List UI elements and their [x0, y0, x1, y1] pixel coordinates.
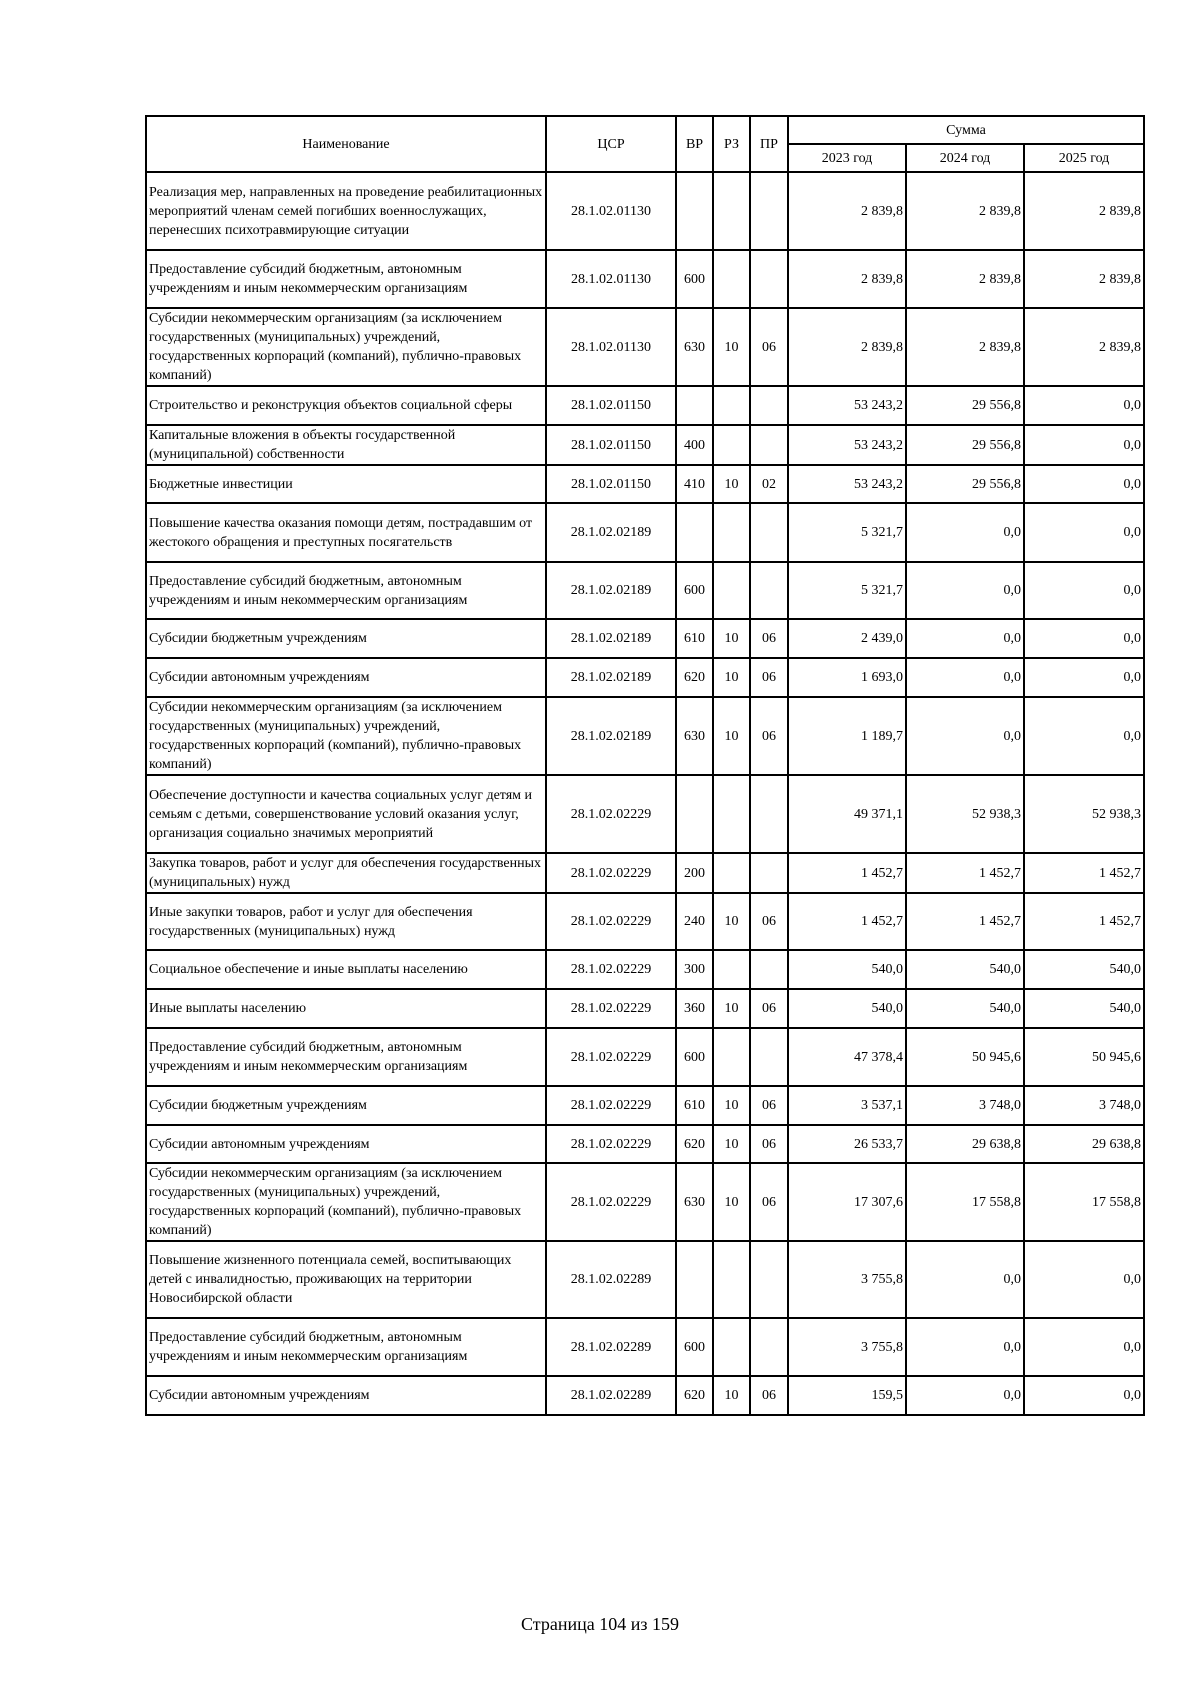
row-pr: 06	[750, 893, 788, 950]
row-rz: 10	[713, 989, 750, 1028]
row-sum-2025: 0,0	[1024, 386, 1144, 425]
row-pr	[750, 503, 788, 562]
row-pr	[750, 1318, 788, 1376]
row-sum-2025: 1 452,7	[1024, 893, 1144, 950]
table-row	[146, 1086, 1144, 1125]
budget-table	[145, 115, 1145, 1416]
row-sum-2025: 2 839,8	[1024, 308, 1144, 386]
table-row	[146, 503, 1144, 562]
row-sum-2025: 540,0	[1024, 950, 1144, 989]
row-rz: 10	[713, 1163, 750, 1241]
row-sum-2025: 3 748,0	[1024, 1086, 1144, 1125]
row-sum-2024: 0,0	[906, 697, 1024, 775]
header-year-2024: 2024 год	[906, 144, 1024, 172]
row-csr: 28.1.02.01130	[546, 308, 676, 386]
row-sum-2025: 0,0	[1024, 697, 1144, 775]
row-rz: 10	[713, 619, 750, 658]
row-sum-2025: 0,0	[1024, 503, 1144, 562]
table-body	[146, 172, 1144, 1415]
row-vr: 600	[676, 1318, 713, 1376]
row-name: Субсидии автономным учреждениям	[146, 1125, 546, 1163]
row-pr	[750, 775, 788, 853]
row-csr: 28.1.02.02289	[546, 1241, 676, 1318]
row-sum-2024: 29 556,8	[906, 386, 1024, 425]
row-sum-2023: 47 378,4	[788, 1028, 906, 1086]
row-rz	[713, 1318, 750, 1376]
row-pr: 06	[750, 1376, 788, 1415]
row-sum-2023: 17 307,6	[788, 1163, 906, 1241]
row-name: Субсидии бюджетным учреждениям	[146, 619, 546, 658]
row-csr: 28.1.02.02229	[546, 1163, 676, 1241]
row-csr: 28.1.02.02289	[546, 1318, 676, 1376]
row-vr: 610	[676, 619, 713, 658]
row-sum-2024: 0,0	[906, 658, 1024, 697]
row-name: Строительство и реконструкция объектов социальной сферы	[146, 386, 546, 425]
row-rz	[713, 503, 750, 562]
row-csr: 28.1.02.01130	[546, 172, 676, 250]
table-row	[146, 465, 1144, 503]
row-vr	[676, 775, 713, 853]
row-rz	[713, 386, 750, 425]
row-sum-2025: 0,0	[1024, 1376, 1144, 1415]
row-sum-2023: 26 533,7	[788, 1125, 906, 1163]
row-sum-2025: 52 938,3	[1024, 775, 1144, 853]
row-sum-2025: 0,0	[1024, 465, 1144, 503]
row-sum-2024: 1 452,7	[906, 853, 1024, 893]
row-pr	[750, 562, 788, 619]
row-sum-2024: 52 938,3	[906, 775, 1024, 853]
row-name: Повышение жизненного потенциала семей, воспитывающих детей с инвалидностью, проживающих на территории Новосибирской области	[146, 1241, 546, 1318]
row-vr: 410	[676, 465, 713, 503]
row-name: Субсидии некоммерческим организациям (за исключением государственных (муниципальных) учреждений, государственных корпораций (компаний), публично-правовых компаний)	[146, 1163, 546, 1241]
row-vr: 620	[676, 658, 713, 697]
row-pr	[750, 250, 788, 308]
row-sum-2024: 29 638,8	[906, 1125, 1024, 1163]
row-rz	[713, 425, 750, 465]
row-sum-2023: 53 243,2	[788, 425, 906, 465]
row-sum-2023: 2 839,8	[788, 172, 906, 250]
row-pr: 02	[750, 465, 788, 503]
row-name: Субсидии бюджетным учреждениям	[146, 1086, 546, 1125]
row-pr: 06	[750, 619, 788, 658]
row-csr: 28.1.02.02229	[546, 1028, 676, 1086]
row-sum-2024: 540,0	[906, 989, 1024, 1028]
table-row	[146, 893, 1144, 950]
row-vr: 600	[676, 250, 713, 308]
row-pr	[750, 950, 788, 989]
row-rz: 10	[713, 465, 750, 503]
table-row	[146, 658, 1144, 697]
row-vr: 620	[676, 1376, 713, 1415]
row-pr: 06	[750, 308, 788, 386]
row-vr: 240	[676, 893, 713, 950]
table-row	[146, 697, 1144, 775]
row-name: Субсидии некоммерческим организациям (за исключением государственных (муниципальных) учреждений, государственных корпораций (компаний), публично-правовых компаний)	[146, 308, 546, 386]
row-vr: 400	[676, 425, 713, 465]
row-csr: 28.1.02.02189	[546, 503, 676, 562]
row-rz	[713, 950, 750, 989]
row-pr	[750, 386, 788, 425]
header-sum: Сумма	[788, 116, 1144, 144]
row-sum-2024: 2 839,8	[906, 250, 1024, 308]
row-rz	[713, 172, 750, 250]
row-vr: 600	[676, 1028, 713, 1086]
row-rz	[713, 1241, 750, 1318]
row-vr	[676, 386, 713, 425]
row-csr: 28.1.02.02229	[546, 1086, 676, 1125]
table-row	[146, 386, 1144, 425]
table-header	[146, 116, 1144, 172]
row-pr	[750, 172, 788, 250]
row-csr: 28.1.02.01150	[546, 465, 676, 503]
row-name: Социальное обеспечение и иные выплаты населению	[146, 950, 546, 989]
row-vr	[676, 1241, 713, 1318]
row-sum-2024: 540,0	[906, 950, 1024, 989]
row-rz	[713, 775, 750, 853]
header-year-2025: 2025 год	[1024, 144, 1144, 172]
row-pr	[750, 1028, 788, 1086]
page-number: Страница 104 из 159	[521, 1614, 679, 1634]
row-name: Предоставление субсидий бюджетным, автономным учреждениям и иным некоммерческим организациям	[146, 1028, 546, 1086]
row-pr	[750, 425, 788, 465]
row-name: Иные закупки товаров, работ и услуг для обеспечения государственных (муниципальных) нужд	[146, 893, 546, 950]
row-vr: 600	[676, 562, 713, 619]
row-sum-2023: 1 452,7	[788, 853, 906, 893]
row-name: Обеспечение доступности и качества социальных услуг детям и семьям с детьми, совершенствование условий оказания услуг, организация социально значимых мероприятий	[146, 775, 546, 853]
row-pr: 06	[750, 1086, 788, 1125]
row-vr: 630	[676, 697, 713, 775]
row-sum-2023: 5 321,7	[788, 562, 906, 619]
row-pr: 06	[750, 697, 788, 775]
row-sum-2023: 3 537,1	[788, 1086, 906, 1125]
row-pr: 06	[750, 1125, 788, 1163]
row-csr: 28.1.02.01150	[546, 425, 676, 465]
row-name: Предоставление субсидий бюджетным, автономным учреждениям и иным некоммерческим организациям	[146, 562, 546, 619]
row-name: Повышение качества оказания помощи детям, пострадавшим от жестокого обращения и преступных посягательств	[146, 503, 546, 562]
table-row	[146, 619, 1144, 658]
row-sum-2025: 17 558,8	[1024, 1163, 1144, 1241]
table-row	[146, 950, 1144, 989]
row-vr	[676, 172, 713, 250]
row-rz: 10	[713, 1125, 750, 1163]
row-sum-2025: 0,0	[1024, 425, 1144, 465]
row-sum-2023: 2 839,8	[788, 308, 906, 386]
row-sum-2024: 3 748,0	[906, 1086, 1024, 1125]
row-sum-2023: 1 452,7	[788, 893, 906, 950]
row-name: Капитальные вложения в объекты государственной (муниципальной) собственности	[146, 425, 546, 465]
row-csr: 28.1.02.02229	[546, 1125, 676, 1163]
table-row	[146, 1318, 1144, 1376]
table-row	[146, 250, 1144, 308]
row-name: Закупка товаров, работ и услуг для обеспечения государственных (муниципальных) нужд	[146, 853, 546, 893]
row-sum-2023: 53 243,2	[788, 386, 906, 425]
row-sum-2025: 50 945,6	[1024, 1028, 1144, 1086]
row-sum-2024: 0,0	[906, 1241, 1024, 1318]
row-name: Предоставление субсидий бюджетным, автономным учреждениям и иным некоммерческим организациям	[146, 250, 546, 308]
row-name: Субсидии автономным учреждениям	[146, 658, 546, 697]
row-rz	[713, 250, 750, 308]
row-sum-2023: 3 755,8	[788, 1318, 906, 1376]
row-name: Субсидии некоммерческим организациям (за исключением государственных (муниципальных) учреждений, государственных корпораций (компаний), публично-правовых компаний)	[146, 697, 546, 775]
row-pr: 06	[750, 658, 788, 697]
row-sum-2023: 3 755,8	[788, 1241, 906, 1318]
row-sum-2024: 0,0	[906, 503, 1024, 562]
row-sum-2023: 49 371,1	[788, 775, 906, 853]
row-sum-2025: 0,0	[1024, 1318, 1144, 1376]
row-sum-2024: 0,0	[906, 1376, 1024, 1415]
row-sum-2024: 29 556,8	[906, 425, 1024, 465]
header-name: Наименование	[146, 116, 546, 172]
row-vr: 620	[676, 1125, 713, 1163]
row-sum-2023: 540,0	[788, 950, 906, 989]
row-sum-2025: 29 638,8	[1024, 1125, 1144, 1163]
row-sum-2023: 53 243,2	[788, 465, 906, 503]
table-row	[146, 989, 1144, 1028]
table-row	[146, 853, 1144, 893]
row-sum-2024: 2 839,8	[906, 172, 1024, 250]
row-name: Иные выплаты населению	[146, 989, 546, 1028]
row-csr: 28.1.02.02189	[546, 658, 676, 697]
row-sum-2025: 540,0	[1024, 989, 1144, 1028]
row-rz: 10	[713, 1086, 750, 1125]
row-csr: 28.1.02.02189	[546, 619, 676, 658]
row-sum-2023: 2 839,8	[788, 250, 906, 308]
row-pr: 06	[750, 989, 788, 1028]
row-pr	[750, 853, 788, 893]
row-csr: 28.1.02.01150	[546, 386, 676, 425]
header-year-2023: 2023 год	[788, 144, 906, 172]
row-sum-2024: 0,0	[906, 1318, 1024, 1376]
row-csr: 28.1.02.02229	[546, 775, 676, 853]
row-sum-2025: 2 839,8	[1024, 250, 1144, 308]
row-vr: 610	[676, 1086, 713, 1125]
table-row	[146, 425, 1144, 465]
header-vr: ВР	[676, 116, 713, 172]
row-rz	[713, 562, 750, 619]
row-rz	[713, 853, 750, 893]
row-sum-2023: 159,5	[788, 1376, 906, 1415]
table-row	[146, 775, 1144, 853]
row-csr: 28.1.02.01130	[546, 250, 676, 308]
header-rz: РЗ	[713, 116, 750, 172]
row-rz: 10	[713, 697, 750, 775]
row-sum-2024: 17 558,8	[906, 1163, 1024, 1241]
row-sum-2025: 0,0	[1024, 562, 1144, 619]
row-sum-2023: 5 321,7	[788, 503, 906, 562]
table-row	[146, 1376, 1144, 1415]
table-row	[146, 1125, 1144, 1163]
table-row	[146, 1163, 1144, 1241]
row-csr: 28.1.02.02289	[546, 1376, 676, 1415]
header-pr: ПР	[750, 116, 788, 172]
row-sum-2023: 1 693,0	[788, 658, 906, 697]
row-rz: 10	[713, 893, 750, 950]
row-name: Субсидии автономным учреждениям	[146, 1376, 546, 1415]
row-sum-2025: 0,0	[1024, 619, 1144, 658]
header-csr: ЦСР	[546, 116, 676, 172]
row-csr: 28.1.02.02229	[546, 853, 676, 893]
row-vr: 630	[676, 1163, 713, 1241]
row-sum-2024: 50 945,6	[906, 1028, 1024, 1086]
row-sum-2024: 1 452,7	[906, 893, 1024, 950]
row-rz: 10	[713, 658, 750, 697]
row-sum-2024: 0,0	[906, 619, 1024, 658]
row-pr	[750, 1241, 788, 1318]
row-pr: 06	[750, 1163, 788, 1241]
row-sum-2025: 0,0	[1024, 1241, 1144, 1318]
row-sum-2023: 540,0	[788, 989, 906, 1028]
row-csr: 28.1.02.02189	[546, 562, 676, 619]
table-row	[146, 562, 1144, 619]
row-rz	[713, 1028, 750, 1086]
table-row	[146, 1241, 1144, 1318]
row-csr: 28.1.02.02189	[546, 697, 676, 775]
row-rz: 10	[713, 1376, 750, 1415]
row-csr: 28.1.02.02229	[546, 989, 676, 1028]
row-sum-2025: 2 839,8	[1024, 172, 1144, 250]
row-vr: 630	[676, 308, 713, 386]
table-row	[146, 308, 1144, 386]
row-sum-2024: 29 556,8	[906, 465, 1024, 503]
row-csr: 28.1.02.02229	[546, 950, 676, 989]
row-name: Предоставление субсидий бюджетным, автономным учреждениям и иным некоммерческим организациям	[146, 1318, 546, 1376]
row-sum-2025: 1 452,7	[1024, 853, 1144, 893]
row-name: Реализация мер, направленных на проведение реабилитационных мероприятий членам семей погибших военнослужащих, перенесших психотравмирующие ситуации	[146, 172, 546, 250]
row-sum-2023: 1 189,7	[788, 697, 906, 775]
row-sum-2025: 0,0	[1024, 658, 1144, 697]
row-vr: 300	[676, 950, 713, 989]
row-vr: 360	[676, 989, 713, 1028]
row-name: Бюджетные инвестиции	[146, 465, 546, 503]
table-row	[146, 1028, 1144, 1086]
row-sum-2024: 0,0	[906, 562, 1024, 619]
table-row	[146, 172, 1144, 250]
row-csr: 28.1.02.02229	[546, 893, 676, 950]
row-vr	[676, 503, 713, 562]
row-sum-2023: 2 439,0	[788, 619, 906, 658]
row-sum-2024: 2 839,8	[906, 308, 1024, 386]
row-rz: 10	[713, 308, 750, 386]
row-vr: 200	[676, 853, 713, 893]
